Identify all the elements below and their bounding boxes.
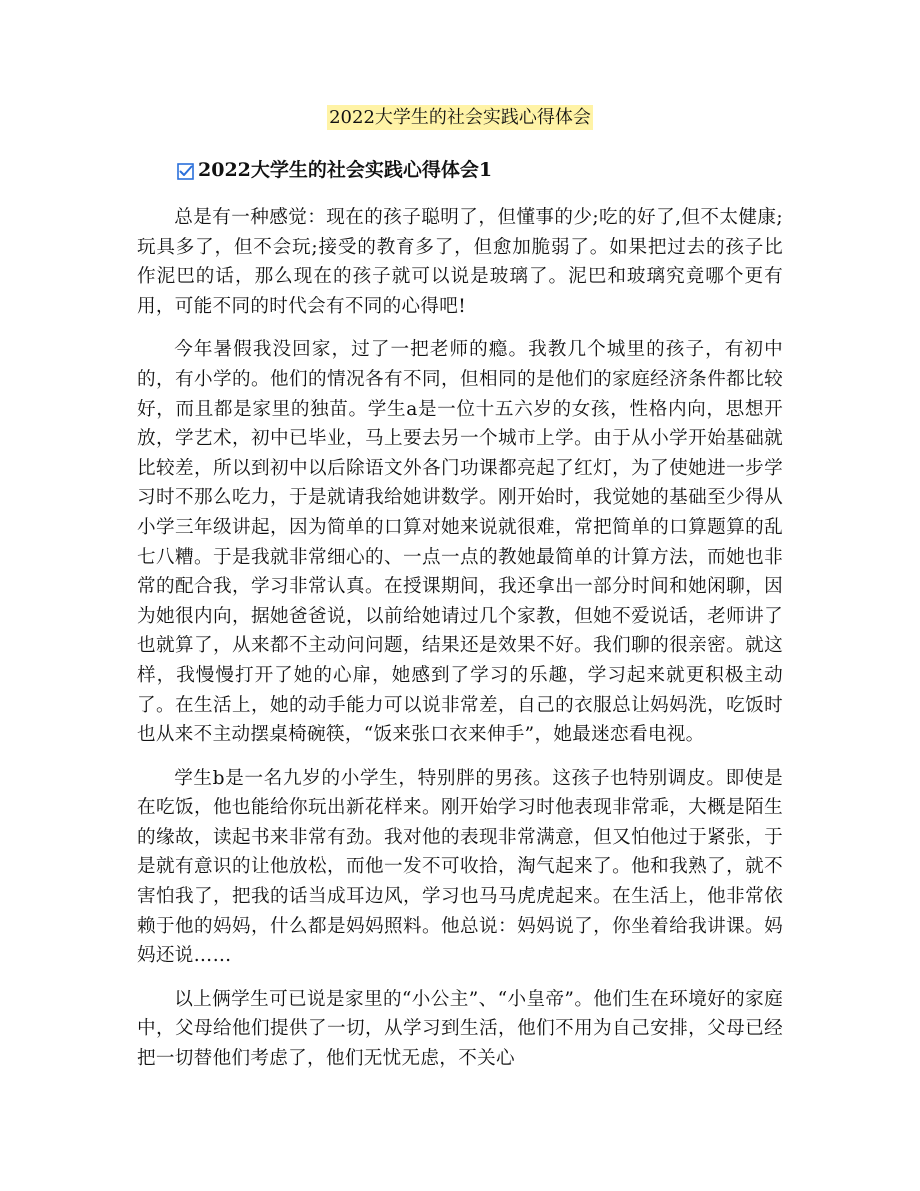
document-title xyxy=(0,103,920,133)
checked-box-icon xyxy=(177,163,194,180)
paragraph-3: 学生b是一名九岁的小学生，特别胖的男孩。这孩子也特别调皮。即使是在吃饭，他也能给你玩出新花样来。刚开始学习时他表现非常乖，大概是陌生的缘故，读起书来非常有劲。我对他的表现非常满意，但又怕他过于紧张，于是就有意识的让他放松，而他一发不可收拾，淘气起来了。他和我熟了，就不害怕我了，把我的话当成耳边风，学习也马马虎虎起来。在生活上，他非常依赖于他的妈妈，什么都是妈妈照料。他总说：妈妈说了，你坐着给我讲课。妈妈还说…… xyxy=(137,767,783,967)
document-body xyxy=(137,203,783,1088)
section-heading xyxy=(177,155,492,185)
paragraph-2: 今年暑假我没回家，过了一把老师的瘾。我教几个城里的孩子，有初中的，有小学的。他们的情况各有不同，但相同的是他们的家庭经济条件都比较好，而且都是家里的独苗。学生a是一位十五六岁的女孩，性格内向，思想开放，学艺术，初中已毕业，马上要去另一个城市上学。由于从小学开始基础就比较差，所以到初中以后除语文外各门功课都亮起了红灯，为了使她进一步学习时不那么吃力，于是就请我给她讲数学。刚开始时，我觉她的基础至少得从小学三年级讲起，因为简单的口算对她来说就很难，常把简单的口算题算的乱七八糟。于是我就非常细心的、一点一点的教她最简单的计算方法，而她也非常的配合我，学习非常认真。在授课期间，我还拿出一部分时间和她闲聊，因为她很内向，据她爸爸说，以前给她请过几个家教，但她不爱说话，老师讲了也就算了，从来都不主动问问题，结果还是效果不好。我们聊的很亲密。就这样，我慢慢打开了她的心扉，她感到了学习的乐趣，学习起来就更积极主动了。在生活上，她的动手能力可以说非常差，自己的衣服总让妈妈洗，吃饭时也从来不主动摆桌椅碗筷，“饭来张口衣来伸手”，她最迷恋看电视。 xyxy=(137,339,783,746)
paragraph-1: 总是有一种感觉：现在的孩子聪明了，但懂事的少;吃的好了,但不太健康;玩具多了，但不会玩;接受的教育多了，但愈加脆弱了。如果把过去的孩子比作泥巴的话，那么现在的孩子就可以说是玻璃了。泥巴和玻璃究竟哪个更有用，可能不同的时代会有不同的心得吧! xyxy=(137,207,783,317)
document-title-text: 2022大学生的社会实践心得体会 xyxy=(329,107,591,128)
section-heading-text: 2022大学生的社会实践心得体会1 xyxy=(198,159,493,181)
paragraph-4: 以上俩学生可已说是家里的“小公主”、“小皇帝”。他们生在环境好的家庭中，父母给他们提供了一切，从学习到生活，他们不用为自己安排，父母已经把一切替他们考虑了，他们无忧无虑，不关心 xyxy=(137,988,783,1070)
